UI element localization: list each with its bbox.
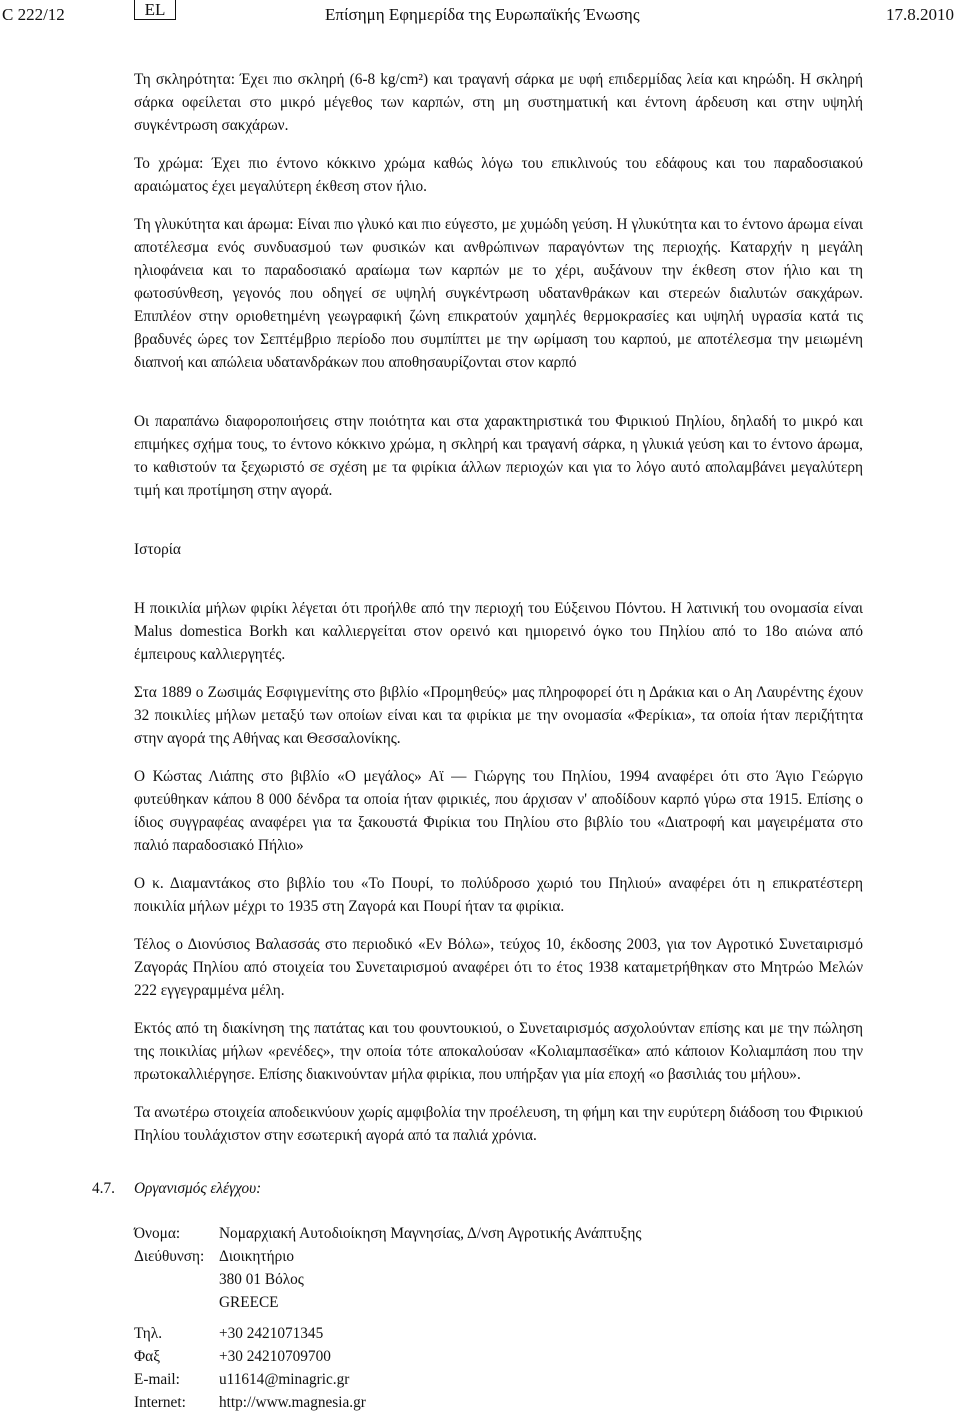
contact-row-address-2 [134, 1268, 641, 1291]
section-heading-history: Ιστορία [134, 541, 181, 558]
contact-row-fax [134, 1345, 641, 1368]
contact-row-name [134, 1222, 641, 1245]
journal-reference: C 222/12 [2, 5, 65, 24]
address-line: 380 01 Βόλος [219, 1271, 304, 1288]
tel-label: Τηλ. [134, 1325, 163, 1342]
contact-row-address [134, 1245, 641, 1268]
paragraph-conclusion: Τα ανωτέρω στοιχεία αποδεικνύουν χωρίς αμφιβολία την προέλευση, τη φήμη και την ευρύτερη διάδοση του Φιρικιού Πηλίου τουλάχιστον στην εσωτερική αγορά από τα παλιά χρόνια. [134, 1104, 863, 1144]
paragraph-differences: Οι παραπάνω διαφοροποιήσεις στην ποιότητα και στα χαρακτηριστικά του Φιρικιού Πηλίου, δηλαδή το μικρό και επιμήκες σχήμα τους, το έντονο κόκκινο χρώμα, η σκληρή και τραγανή σάρκα, η γλυκιά γεύση και το έντονο άρωμα, το καθιστούν τα ξεχωριστό σε σχέση με τα φιρίκια άλλων περιοχών και για το λόγο αυτό απολαμβάνει μεγαλύτερη τιμή και προτίμηση στην αγορά. [134, 413, 863, 499]
paragraph-hardness: Τη σκληρότητα: Έχει πιο σκληρή (6-8 kg/cm²) και τραγανή σάρκα με υφή επιδερμίδας λεία και κηρώδη. Η σκληρή σάρκα οφείλεται στο μικρό μέγεθος των καρπών, στη μη συστηματική και έντονη άρδευση και στην υψηλή συγκέντρωση σακχάρων. [134, 71, 863, 134]
issue-date: 17.8.2010 [886, 5, 954, 24]
journal-title: Επίσημη Εφημερίδα της Ευρωπαϊκής Ένωσης [325, 5, 640, 24]
address-line: GREECE [219, 1294, 279, 1311]
email-link[interactable]: u11614@minagric.gr [219, 1371, 350, 1388]
name-label: Όνομα: [134, 1225, 181, 1242]
paragraph-cooperative: Εκτός από τη διακίνηση της πατάτας και του φουντουκιού, ο Συνεταιρισμός ασχολούνταν επίσης και με την πώληση της ποικιλίας μήλων «ρενέδες», την οποία τότε αποκαλούσαν «Κολιαμπασέϊκα» από κάποιον Κολιαμπάση που την πρωτοκαλλιέργησε. Επίσης διακινούνταν μήλα φιρίκια, που υπήρξαν για μία εποχή «ο βασιλιάς του μήλου». [134, 1020, 863, 1083]
paragraph-liapis: Ο Κώστας Λιάπης στο βιβλίο «Ο μεγάλος» Αϊ — Γιώργης του Πηλίου, 1994 αναφέρει ότι στο Άγιο Γεώργιο φυτεύθηκαν κάπου 8 000 δένδρα τα οποία ήταν φιρικιές, που άρχισαν ν' αποδίδουν καρπό γύρω στα 1915. Επίσης ο ίδιος συγγραφέας αναφέρει για τα ξακουστά Φιρίκια του Πηλίου στο βιβλίο του «Διατροφή και μαγειρέματα στο παλιό παραδοσιακό Πήλιο» [134, 768, 863, 854]
paragraph-valassas: Τέλος ο Διονύσιος Βαλασσάς στο περιοδικό «Εν Βόλω», τεύχος 10, έκδοσης 2003, για τον Αγροτικό Συνεταιρισμό Ζαγοράς Πηλίου από στοιχεία του Συνεταιρισμού αναφέρει ότι το έτος 1938 καταμετρήθηκαν στο Μητρώο Μελών 222 εγγεγραμμένα μέλη. [134, 936, 863, 999]
address-line: Διοικητήριο [219, 1248, 294, 1265]
contact-row-address-3 [134, 1291, 641, 1314]
email-label: E-mail: [134, 1371, 180, 1388]
fax-label: Φαξ [134, 1348, 161, 1365]
section-heading-control-body [92, 1180, 261, 1198]
page-header [0, 0, 960, 36]
paragraph-origin: Η ποικιλία μήλων φιρίκι λέγεται ότι προήλθε από την περιοχή του Εύξεινου Πόντου. Η λατινική του ονομασία είναι Malus domestica Borkh και καλλιεργείται στον ορεινό και ημιορεινό όγκο του Πηλίου από το 18ο αιώνα από έμπειρους καλλιεργητές. [134, 600, 863, 663]
contact-row-internet [134, 1391, 641, 1414]
section-title: Οργανισμός ελέγχου: [134, 1180, 262, 1197]
fax-value: +30 24210709700 [219, 1348, 331, 1365]
language-box: EL [134, 0, 176, 20]
contact-row-email [134, 1368, 641, 1391]
internet-label: Internet: [134, 1394, 186, 1411]
contact-row-tel [134, 1322, 641, 1345]
section-number: 4.7. [92, 1180, 115, 1197]
paragraph-diamantakos: Ο κ. Διαμαντάκος στο βιβλίο του «Το Πουρί, το πολύδροσο χωριό του Πηλιού» αναφέρει ότι η επικρατέστερη ποικιλία μήλων μέχρι το 1935 στη Ζαγορά και Πουρί ήταν τα φιρίκια. [134, 875, 863, 915]
paragraph-sweetness: Τη γλυκύτητα και άρωμα: Είναι πιο γλυκό και πιο εύγεστο, με χυμώδη γεύση. Η γλυκύτητα και το έντονο άρωμα είναι αποτέλεσμα ενός συνδυασμού των φυσικών και ανθρώπινων παραγόντων της περιοχής. Καταρχήν η μεγάλη ηλιοφάνεια και το παραδοσιακό αραίωμα των καρπών με το χέρι, αυξάνουν την έκθεση στον ήλιο και τη φωτοσύνθεση, γεγονός που οδηγεί σε υψηλή συγκέντρωση υδατανθράκων και στερεών διαλυτών σακχάρων. Επιπλέον στην οριοθετημένη γεωγραφική ζώνη επικρατούν χαμηλές θερμοκρασίες και υψηλή υγρασία κατά τις βραδυνές ώρες τον Σεπτέμβριο περίοδο που συμπίπτει με την ωρίμαση του καρπού, με αποτέλεσμα την μειωμένη διαπνοή και απώλεια υδατανδράκων που αποθησαυρίζονται στον καρπό [134, 216, 863, 371]
website-link[interactable]: http://www.magnesia.gr [219, 1394, 366, 1411]
contact-block [134, 1222, 641, 1414]
name-value: Νομαρχιακή Αυτοδιοίκηση Μαγνησίας, Δ/νση Αγροτικής Ανάπτυξης [219, 1225, 642, 1242]
address-label: Διεύθυνση: [134, 1248, 205, 1265]
document-body [134, 68, 863, 1162]
paragraph-color: Το χρώμα: Έχει πιο έντονο κόκκινο χρώμα καθώς λόγω του επικλινούς του εδάφους και του παραδοσιακού αραιώματος έχει μεγαλύτερη έκθεση στον ήλιο. [134, 155, 863, 195]
paragraph-1889: Στα 1889 ο Ζωσιμάς Εσφιγμενίτης στο βιβλίο «Προμηθεύς» μας πληροφορεί ότι η Δράκια και ο Αη Λαυρέντης έχουν 32 ποικιλίες μήλων μεταξύ των οποίων είναι και τα φιρίκια με την ονομασία «Φερίκια», τα οποία ήταν περιζήτητα στην αγορά της Αθήνας και Θεσσαλονίκης. [134, 684, 863, 747]
tel-value: +30 2421071345 [219, 1325, 324, 1342]
